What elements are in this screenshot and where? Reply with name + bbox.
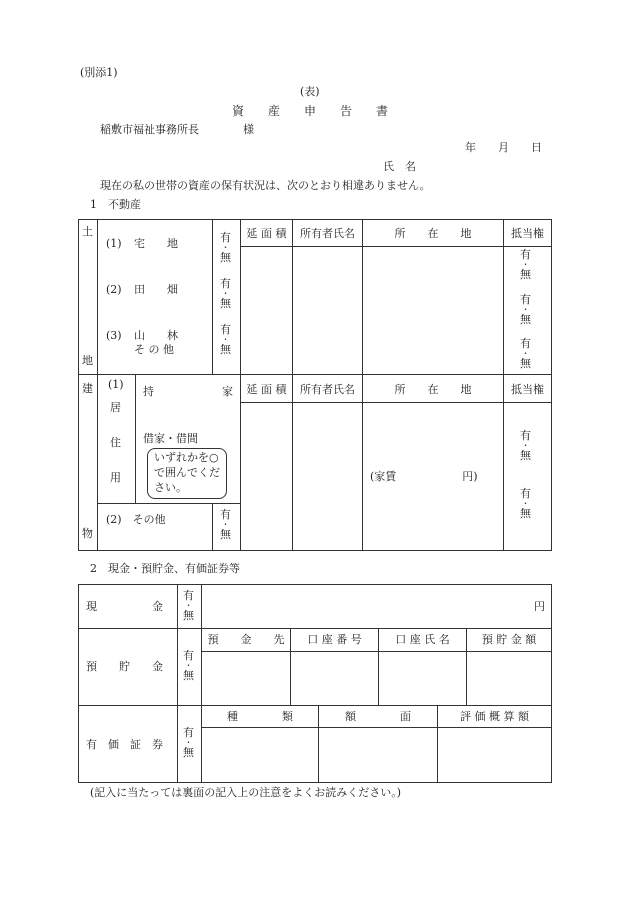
- land-col-location: 所 在 地: [394, 227, 472, 240]
- land-item-name-1: 宅 地: [134, 237, 178, 250]
- land-item-name-2: 田 畑: [134, 283, 178, 296]
- residential-char-2: 住: [110, 436, 121, 449]
- land-item-sonota: そ の 他: [134, 343, 174, 356]
- land-yesno-3: 有 ・ 無: [220, 323, 231, 357]
- deposit-yesno: 有 ・ 無: [183, 649, 194, 683]
- cash-label: 現 金: [86, 600, 163, 613]
- name-label: 氏 名: [383, 160, 416, 173]
- owned-house-right: 家: [222, 385, 233, 398]
- section2-heading: 2 現金・預貯金、有価証券等: [90, 562, 240, 575]
- land-yesno-2: 有 ・ 無: [220, 277, 231, 311]
- footer-note: (記入に当たっては裏面の記入上の注意をよくお読みください。): [90, 786, 402, 799]
- building-label-bottom: 物: [82, 527, 93, 540]
- land-yesno-1: 有 ・ 無: [220, 231, 231, 265]
- building-mortgage-yesno-2: 有 ・ 無: [520, 487, 531, 521]
- building-mortgage-yesno-1: 有 ・ 無: [520, 429, 531, 463]
- building-col-mortgage: 抵当権: [511, 383, 544, 396]
- circle-instruction-note: いずれかを○ で囲んでくだ さい。: [147, 448, 227, 499]
- building-col-area: 延 面 積: [246, 383, 287, 396]
- residential-char-1: 居: [110, 401, 121, 414]
- attachment-label: (別添1): [80, 66, 118, 79]
- deposit-col-bank: 預 金 先: [207, 633, 285, 646]
- land-item-num-1: (1): [106, 237, 122, 250]
- land-col-mortgage: 抵当権: [511, 227, 544, 240]
- addressee: 稲敷市福祉事務所長 様: [100, 123, 254, 136]
- residential-char-3: 用: [110, 471, 121, 484]
- deposit-col-account-name: 口 座 氏 名: [395, 633, 450, 646]
- deposit-label: 預 貯 金: [86, 660, 163, 673]
- land-label-bottom: 地: [82, 354, 93, 367]
- residential-num: (1): [108, 378, 124, 391]
- section1-heading: 1 不動産: [90, 198, 141, 211]
- securities-col-type: 種 類: [227, 710, 293, 723]
- land-mortgage-yesno-2: 有 ・ 無: [520, 293, 531, 327]
- land-label-top: 土: [82, 225, 93, 238]
- securities-col-face-value: 額 面: [345, 710, 411, 723]
- securities-col-estimated-value: 評 価 概 算 額: [460, 710, 529, 723]
- building-other: (2) その他: [106, 513, 166, 526]
- building-label-top: 建: [82, 382, 93, 395]
- owned-house-left: 持: [143, 385, 154, 398]
- date-field: 年 月 日: [465, 141, 542, 154]
- land-col-area: 延 面 積: [246, 227, 287, 240]
- land-item-name-3: 山 林: [134, 329, 178, 342]
- land-mortgage-yesno-3: 有 ・ 無: [520, 337, 531, 371]
- land-mortgage-yesno-1: 有 ・ 無: [520, 248, 531, 282]
- deposit-col-account-number: 口 座 番 号: [307, 633, 362, 646]
- document-title: 資 産 申 告 書: [232, 104, 389, 118]
- side-label: (表): [300, 85, 320, 98]
- building-col-location: 所 在 地: [394, 383, 472, 396]
- cash-yesno: 有 ・ 無: [183, 589, 194, 623]
- building-col-owner: 所有者氏名: [300, 383, 355, 396]
- cash-yen-unit: 円: [534, 600, 545, 613]
- land-col-owner: 所有者氏名: [300, 227, 355, 240]
- rented-label: 借家・借間: [143, 432, 198, 445]
- deposit-col-amount: 預 貯 金 額: [481, 633, 537, 646]
- land-item-num-3: (3): [106, 329, 122, 342]
- securities-yesno: 有 ・ 無: [183, 726, 194, 760]
- building-other-yesno: 有 ・ 無: [220, 508, 231, 542]
- rent-field: (家賃 円): [370, 470, 478, 483]
- intro-text: 現在の私の世帯の資産の保有状況は、次のとおり相違ありません。: [100, 179, 431, 192]
- land-item-num-2: (2): [106, 283, 122, 296]
- securities-label: 有 価 証 券: [86, 738, 163, 751]
